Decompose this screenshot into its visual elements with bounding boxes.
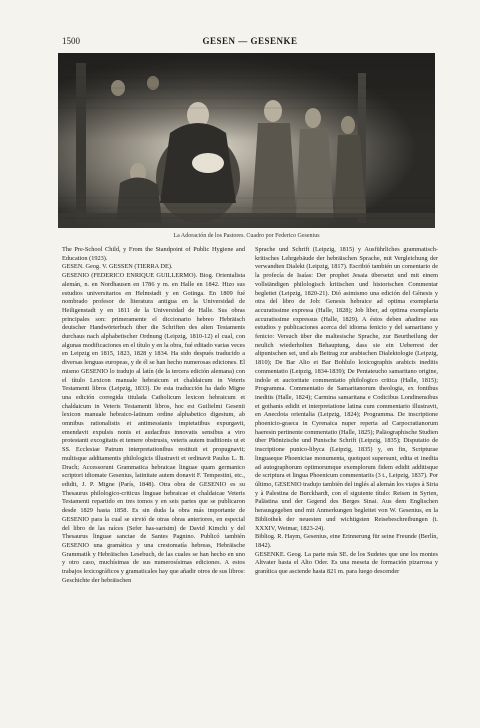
entry-gesenio-bibliography: Bibliog. R. Haym, Gesenius, eine Erinnerung für seine Freunde (Berlín, 1842). <box>255 533 438 549</box>
figure-caption: La Adoración de los Pastores. Cuadro por Federico Gesenius <box>173 233 320 239</box>
entry-gesenio-continued: Sprache und Schrift (Leipzig, 1815) y Ausführliches grammatisch-kritisches Lehrgebäude der hebräischen Sprache, mit Vergleichung der verwandten Dialekt (Leipzig, 1817). Escribió también un comentario de la profecía de Isaías: Der prophet Jesaia übersetzt und mit einem vollständigen philologisch kritischen und historischen Commentar begleitet (Leipzig, 1820-21). Dió asimismo una edición del Génesis y otra del libro de Job: Genesis hebraice ad optima exemplaria accuratissime expressa (Halle, 1828); Job liber, ad optima exemplaria accuratissime expressus (Halle, 1829). A éstos deben añadirse sus estudios y publicaciones acerca del idioma fenicio y del samaritano y fenicio: Versuch über die maltesische Sprache, zur Beurtheilung der neulich wiederholten Behauptung, dass sie ein Ueberrest der altpunischen sei, und als Beitrag zur arabischen Dialektologie (Leipzig, 1810); De Bar Alio et Bar Bohlulo lexicographis arabicis ineditis commentatio (Leipzig, 1834-1839); De Pentateucho samaritano origine, indole et auctoritate commentatio philologico critica (Halle, 1815); Programma. Commentatio de Samaritanorum theologia, ex fontibus ineditis (Halle, 1824); Carmina samaritana e Codicibus Londinensibus et gothanis edidit et interpretatione latina cum commentario illustravit, en Anecdota orientalia (Leipzig, 1824); Programma. De inscriptione phoenicio-graeca in Cyrenaica nuper reperta ad Carpocratianorum haeresin pertinente commentatio (Halle, 1825); Paläographische Studien über Phönizische und Punische Schrift (Leipzig, 1835); Disputatio de inscriptione punico-libyca (Leipzig, 1835) y, en fin, Scripturae linguaeque Phoeniciae monumenta, quotquot supersunt, edita et inedita ad autographorum optimorumque exemplorum fidem edidit additisque de scriptura et lingua Phoenicum commentariis (3 t., Leipzig, 1837). Por último, GESENIO tradujo también del inglés al alemán los viajes à Siria y à Palestina de Burckhardt, con el siguiente título: Reisen in Syrien, Palästina und der Gegend des Berges Sinai. Aus dem Englischen herausgegeben und mit Anmerkungen begleitet von W. Gesenius, en la Bibliothek der neuesten und wichtigsten Reisebeschreibungen (t. XXXIV, Weimar, 1823-24). <box>255 246 438 532</box>
left-column <box>62 246 245 716</box>
text-columns <box>62 246 438 716</box>
adoration-engraving-image <box>58 53 435 228</box>
entry-gesenio: GESENIO (FEDERICO ENRIQUE GUILLERMO). Biog. Orientalista alemán, n. en Nordhausen en 1786 y m. en Halle en 1842. Hizo sus estudios universitarios en Helmstadt y en Gotinga. En 1809 fué nombrado profesor de literatura antigua en la Universidad de Heiligenstadt y en 1811 de la Universidad de Halle. Sus obras principales son: primeramente el diccionario hebreo Hebräisch deutscher Handwörterbuch über die Schriften des alten Testaments durchaus nach alphabetischer Ordnung (Leipzig, 1810-12) el cual, con algunas modificaciones en el título y en la obra, fué editado varias veces en Leipzig en 1815, 1823, 1828 y 1834. Ha sido después traducido a diversas lenguas europeas, y de él se han hecho numerosas ediciones. El mismo GESENIO lo tradujo al latín (de la tercera edición alemana) con el título Lexicon manuale hebraicum et chaldaicum in Veteris Testamenti libros (Leipzig, 1833). De esta traducción ha dado Migne una edición corregida titulada Catholicum lexicon hebraicum et chaldaicum in Veteris Testamenti libros, hoc est Guilielmi Gesenii lexicon manuale hebraico-latinum ordine alphabetico digestum, ab omnibus rationalistis et antimessianis impietatibus expurgavit, emendavit expulsis nonis et audacibus innovatis sensibus a viro protestanti excogitatis et temere obstrusis, veteris autem traditionis ut et SS. Ecclesiae Patrum interpretationibus restituit et propugnavit; multisque additamentis philologicis illustravit et ordinavit Paulus L. B. Drach; Accessorunt Grammatica hebraicae linguae quam germanico scriptori idiomate Gesenius, latinitate autem donavit F. Tempestini, etc., edidit, J. P. Migne (París, 1848). Otra obra de GESENIO es su Thesaurus philologico-criticus linguae hebraicae et chaldaicae Veteris Testamenti repartido en tres tomos y en seis partes que se publicaron desde 1829 hasta 1858. Es sin duda la obra más importante de GESENIO para la cual se sirvió de otras obras anteriores, en especial del libro de las raíces (Sefer has-sarisim) de David Kimchi y del Thesaurus linguae sanctae de Santes Pagnino. Publicó también GESENIO una gramática y una crestomatía hebreas, Hebräische Grammatik y Hebräisches Lesebuch, de las cuales se han hecho en uno y otro caso, muchísimas de sus numerosísimas ediciones. A estos trabajos lexicográficos y gramaticales hay que añadir otros de sus libros: Geschichte der hebräischen <box>62 272 245 584</box>
page-number: 1500 <box>62 36 80 46</box>
running-head: GESEN — GESENKE <box>202 36 298 46</box>
entry-gesenke: GESENKE. Geog. La parte más SE. de los Sudetes que une los montes Altvater hasta el Alto Oder. Es una meseta de formación pizarrosa y granítica que asciende hasta 821 m. para luego descender <box>255 550 438 576</box>
page-header <box>62 36 438 48</box>
entry-gesen: GESEN. Geog. V. GESSEN (TIERRA DE). <box>62 263 173 271</box>
right-column <box>255 246 438 716</box>
paragraph-continuation: The Pre-School Child, y From the Standpoint of Public Hygiene and Education (1923). <box>62 246 245 262</box>
engraving-illustration <box>58 53 435 228</box>
